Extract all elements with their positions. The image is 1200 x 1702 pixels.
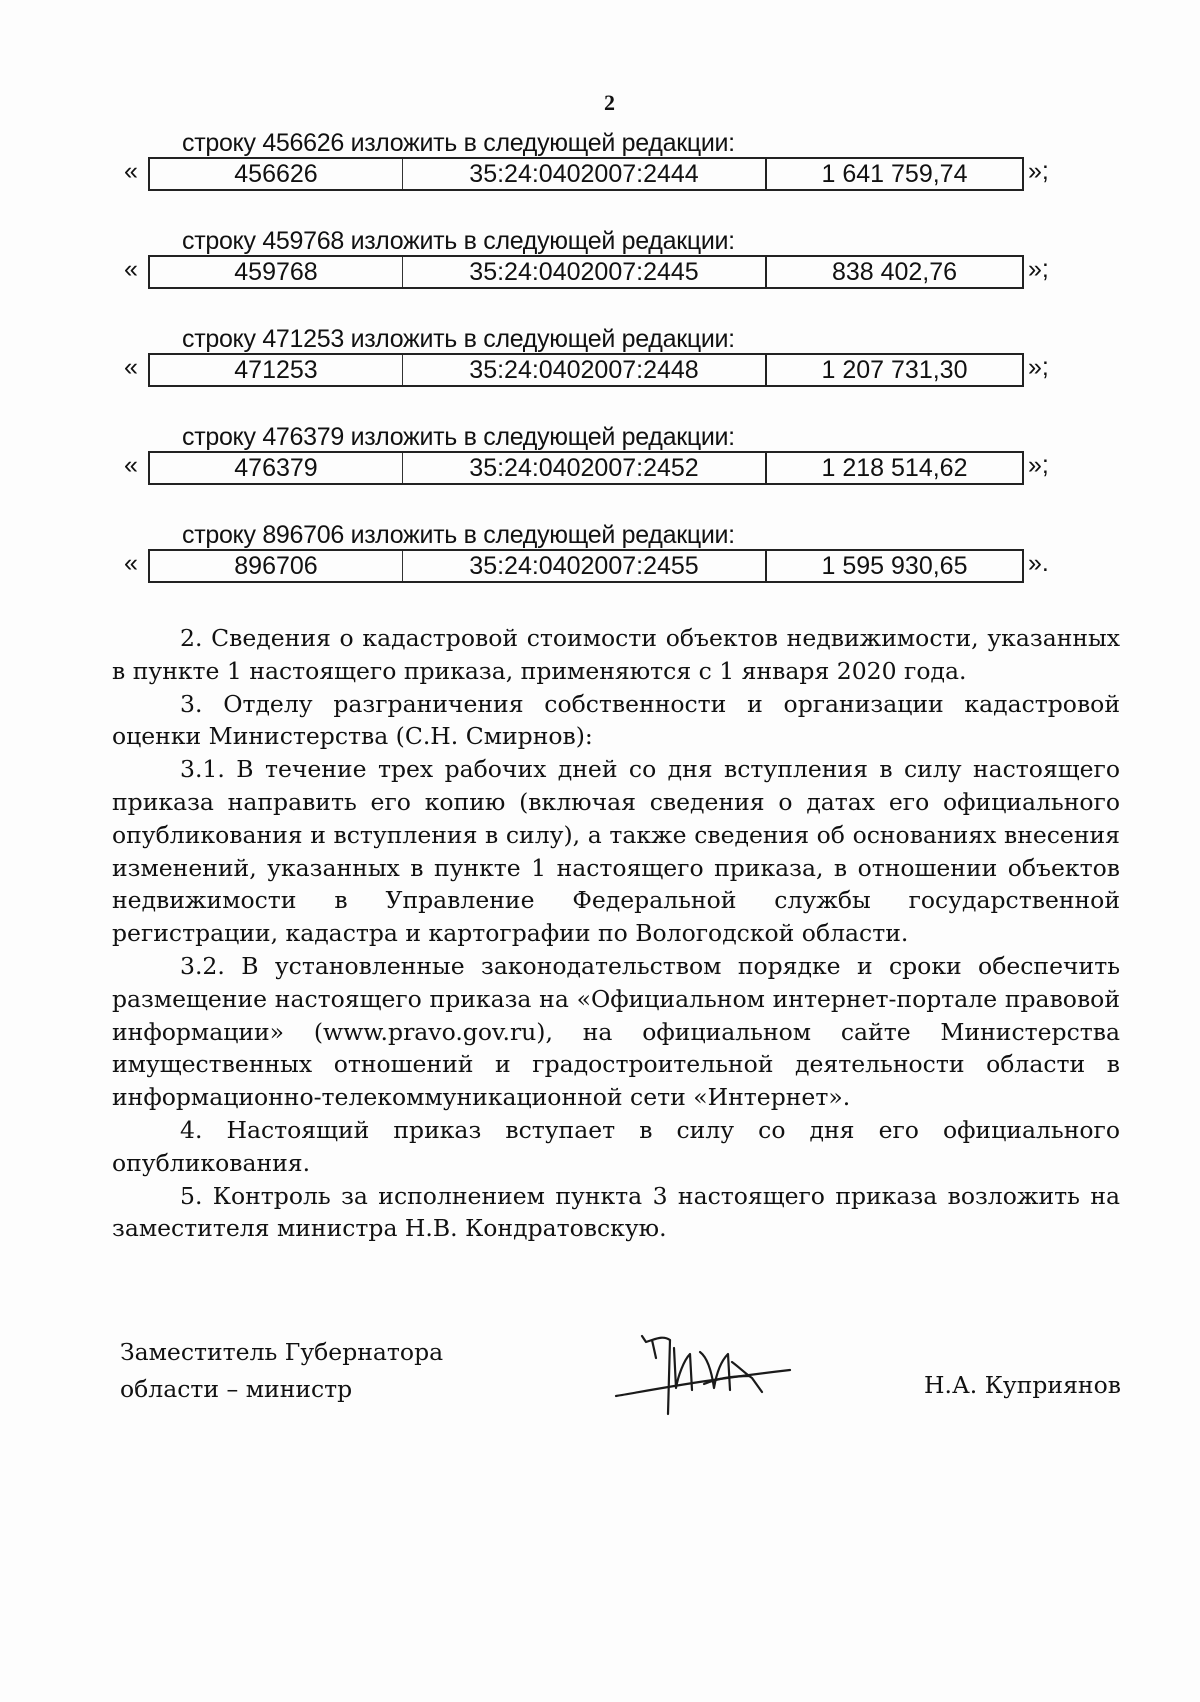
- opening-quote: «: [124, 549, 138, 577]
- paragraph-3: 3. Отделу разграничения собственности и организации кадастровой оценки Министерства (С.Н. Смирнов):: [112, 689, 1120, 751]
- closing-quote: ».: [1028, 549, 1049, 577]
- table-row: [148, 451, 1024, 485]
- signatory-name: Н.А. Куприянов: [924, 1371, 1121, 1399]
- opening-quote: «: [124, 255, 138, 283]
- table-row: [148, 255, 1024, 289]
- opening-quote: «: [124, 157, 138, 185]
- cadastral-value-cell: 838 402,76: [831, 257, 958, 286]
- paragraph-2: 2. Сведения о кадастровой стоимости объектов недвижимости, указанных в пункте 1 настоящего приказа, применяются с 1 января 2020 года.: [112, 624, 1120, 685]
- cadastral-value-cell: 1 218 514,62: [821, 453, 968, 482]
- amendment-intro: строку 476379 изложить в следующей редакции:: [182, 423, 735, 451]
- row-code-cell: 896706: [150, 551, 403, 581]
- cadastral-number-cell: 35:24:0402007:2455: [403, 551, 767, 581]
- cadastral-number-cell: 35:24:0402007:2445: [403, 257, 767, 287]
- row-code-cell: 459768: [150, 257, 403, 287]
- row-code-cell: 476379: [150, 453, 403, 483]
- closing-quote: »;: [1028, 451, 1049, 479]
- opening-quote: «: [124, 451, 138, 479]
- cadastral-value-cell: 1 641 759,74: [821, 159, 968, 188]
- page-number: 2: [604, 90, 615, 115]
- row-code-cell: 456626: [150, 159, 403, 189]
- handwritten-signature: [612, 1318, 792, 1418]
- signatory-title-line-2: области – министр: [120, 1375, 353, 1403]
- row-code-cell: 471253: [150, 355, 403, 385]
- amendment-intro: строку 459768 изложить в следующей редакции:: [182, 227, 735, 255]
- signatory-title: [120, 1334, 443, 1408]
- amendment-intro: строку 471253 изложить в следующей редакции:: [182, 325, 735, 353]
- closing-quote: »;: [1028, 353, 1049, 381]
- amendment-intro: строку 896706 изложить в следующей редакции:: [182, 521, 735, 549]
- paragraph-4: 4. Настоящий приказ вступает в силу со дня его официального опубликования.: [112, 1115, 1120, 1177]
- table-row: [148, 353, 1024, 387]
- cadastral-value-cell: 1 207 731,30: [821, 355, 968, 384]
- amendment-intro: строку 456626 изложить в следующей редакции:: [182, 129, 735, 157]
- cadastral-number-cell: 35:24:0402007:2444: [403, 159, 767, 189]
- paragraph-5: 5. Контроль за исполнением пункта 3 настоящего приказа возложить на заместителя министра Н.В. Кондратовскую.: [112, 1181, 1120, 1243]
- cadastral-number-cell: 35:24:0402007:2452: [403, 453, 767, 483]
- cadastral-value-cell: 1 595 930,65: [821, 551, 968, 580]
- cadastral-number-cell: 35:24:0402007:2448: [403, 355, 767, 385]
- signatory-title-line-1: Заместитель Губернатора: [120, 1338, 444, 1366]
- paragraph-3-1: 3.1. В течение трех рабочих дней со дня вступления в силу настоящего приказа направить его копию (включая сведения о датах его официального опубликования и вступления в силу), а также сведения об основаниях внесения изменений, указанных в пункте 1 настоящего приказа, в отношении объектов недвижимости в Управление Федеральной службы государственной регистрации, кадастра и картографии по Вологодской области.: [112, 755, 1120, 948]
- opening-quote: «: [124, 353, 138, 381]
- table-row: [148, 157, 1024, 191]
- closing-quote: »;: [1028, 157, 1049, 185]
- order-body: [112, 622, 1120, 1245]
- closing-quote: »;: [1028, 255, 1049, 283]
- table-row: [148, 549, 1024, 583]
- paragraph-3-2: 3.2. В установленные законодательством порядке и сроки обеспечить размещение настоящего приказа на «Официальном интернет-портале правовой информации» (www.pravo.gov.ru), на официальном сайте Министерства имущественных отношений и градостроительной деятельности области в информационно-телекоммуникационной сети «Интернет».: [112, 951, 1120, 1112]
